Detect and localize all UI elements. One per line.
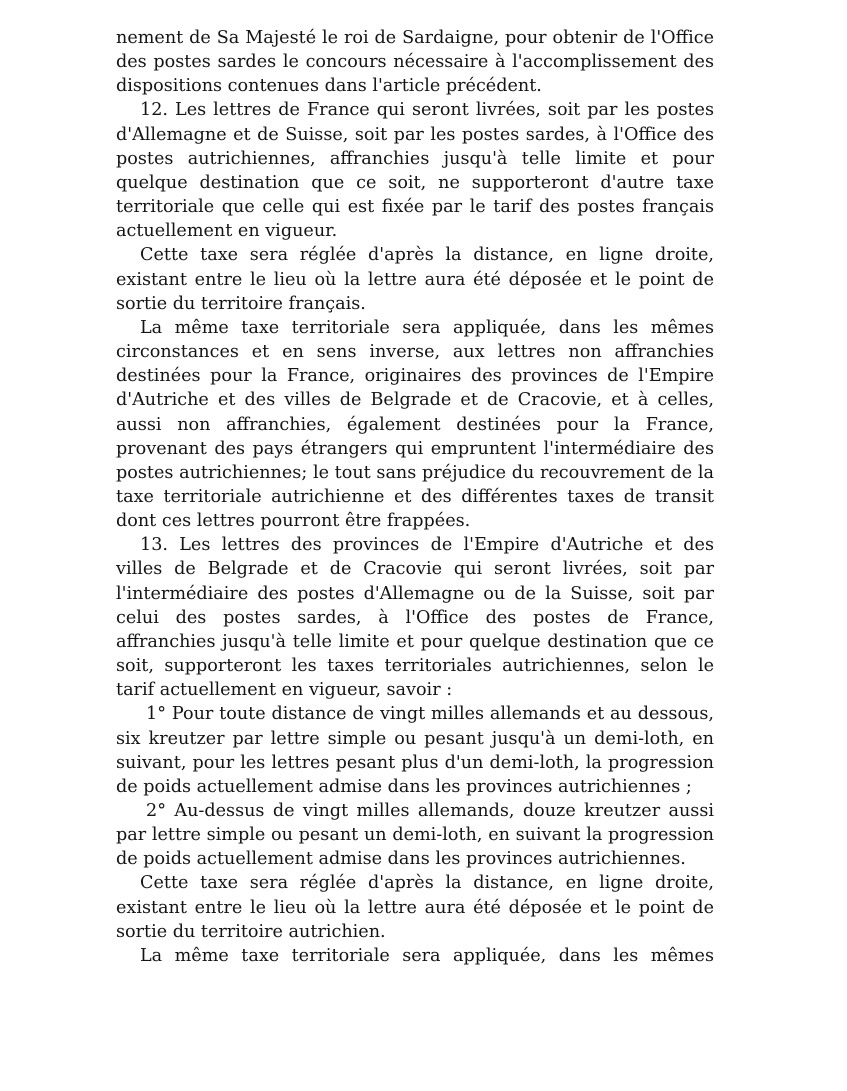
document-page [116, 26, 714, 968]
paragraph-same-tax-truncated: La même taxe territoriale sera appliquée, dans les mêmes [140, 945, 714, 966]
paragraph-article-12: 12. Les lettres de France qui seront livrées, soit par les postes d'Allemagne et de Suisse, soit par les postes sardes, à l'Office des postes autrichiennes, affranchies jusqu'à telle limite et pour quelque destination que ce soit, ne supporteront d'autre taxe territoriale que celle qui est fixée par le tarif des postes français actuellement en vigueur. [116, 100, 714, 242]
paragraph-same-tax-inverse: La même taxe territoriale sera appliquée, dans les mêmes circonstances et en sens inverse, aux lettres non affranchies destinées pour la France, originaires des provinces de l'Empire d'Autriche et des villes de Belgrade et de Cracovie, et à celles, aussi non affranchies, également destinées pour la France, provenant des pays étrangers qui empruntent l'intermédiaire des postes autrichiennes; le tout sans préjudice du recouvrement de la taxe territoriale autrichienne et des différentes taxes de transit dont ces lettres pourront être frappées. [116, 317, 714, 532]
paragraph-tax-distance-austria: Cette taxe sera réglée d'après la distance, en ligne droite, existant entre le lieu où la lettre aura été déposée et le point de sortie du territoire autrichien. [116, 873, 714, 942]
paragraph-tax-distance-france: Cette taxe sera réglée d'après la distance, en ligne droite, existant entre le lieu où la lettre aura été déposée et le point de sortie du territoire français. [116, 245, 714, 314]
paragraph-continuation: nement de Sa Majesté le roi de Sardaigne, pour obtenir de l'Office des postes sardes le concours nécessaire à l'accomplissement des dispositions contenues dans l'article précédent. [116, 28, 714, 97]
paragraph-item-1: 1° Pour toute distance de vingt milles allemands et au dessous, six kreutzer par lettre simple ou pesant jusqu'à un demi-loth, en suivant, pour les lettres pesant plus d'un demi-loth, la progression de poids actuellement admise dans les provinces autrichiennes ; [116, 704, 714, 797]
paragraph-article-13: 13. Les lettres des provinces de l'Empire d'Autriche et des villes de Belgrade et de Cracovie qui seront livrées, soit par l'intermédiaire des postes d'Allemagne ou de la Suisse, soit par celui des postes sardes, à l'Office des postes de France, affranchies jusqu'à telle limite et pour quelque destination que ce soit, supporteront les taxes territoriales autrichiennes, selon le tarif actuellement en vigueur, savoir : [116, 535, 714, 701]
paragraph-item-2: 2° Au-dessus de vingt milles allemands, douze kreutzer aussi par lettre simple ou pesant un demi-loth, en suivant la progression de poids actuellement admise dans les provinces autrichiennes. [116, 801, 714, 870]
